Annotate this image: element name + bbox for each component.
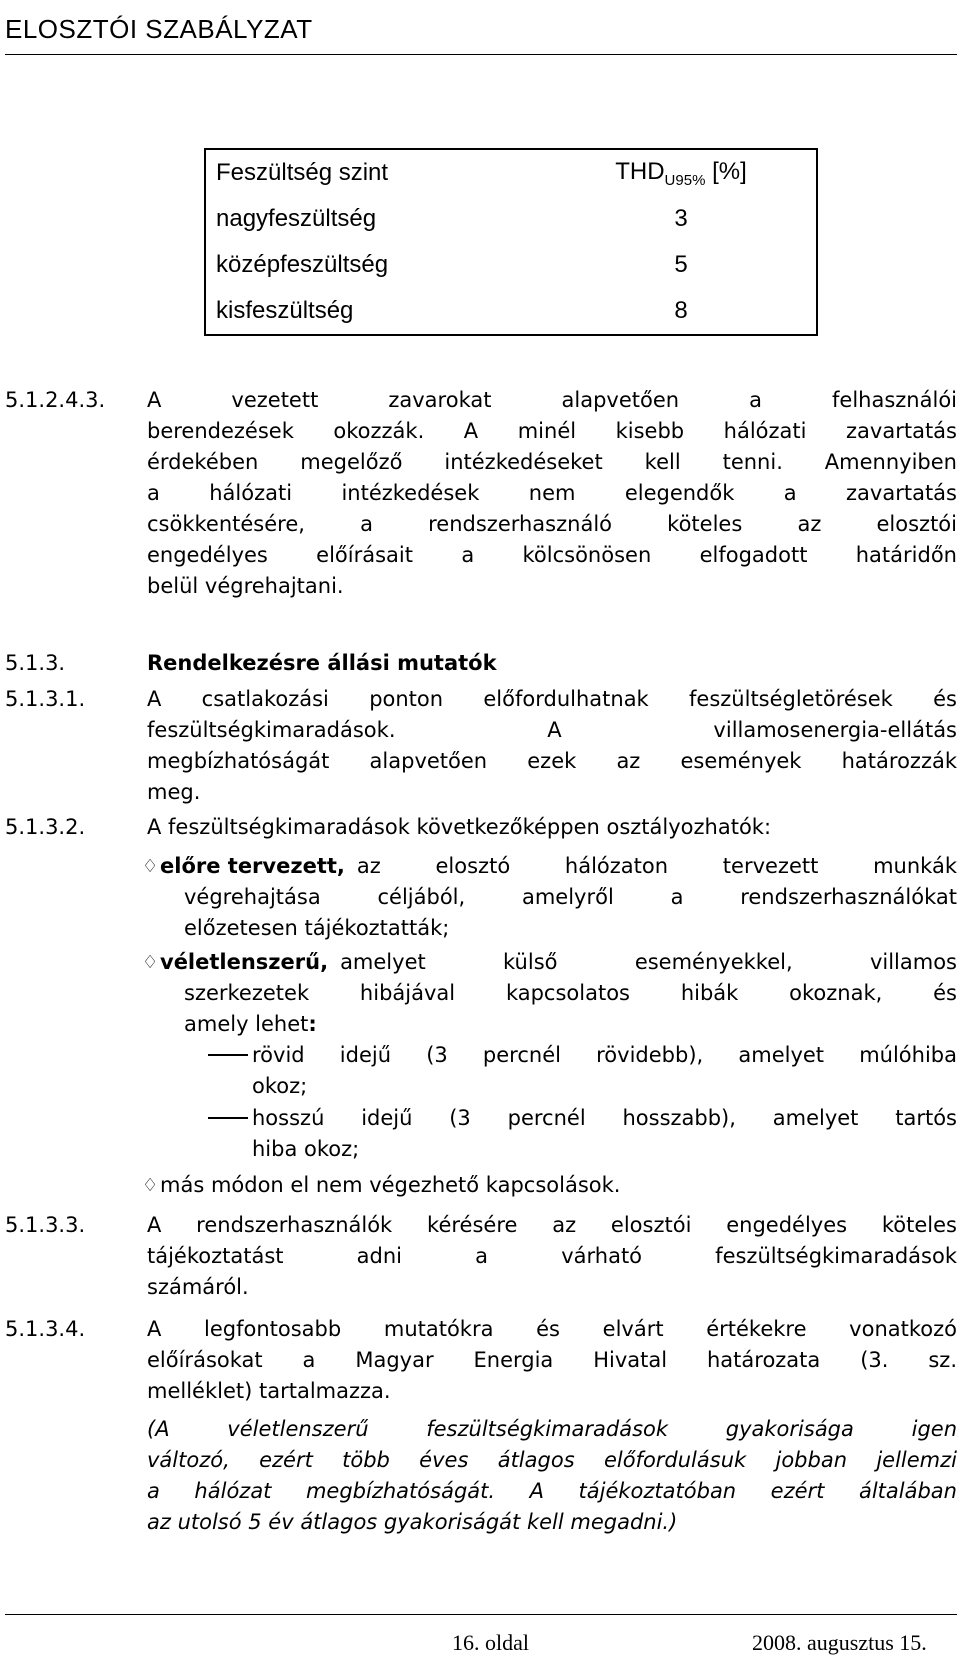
text-line: szerkezetek hibájával kapcsolatos hibák okoznak, és [184,981,957,1005]
section-heading-text: Rendelkezésre állási mutatók [147,651,497,675]
table-cell-level: középfeszültség [216,251,389,278]
table-row [205,196,817,242]
thd-subscript: U95% [664,171,706,189]
text-fragment: amely lehet [184,1012,309,1036]
text-line: meg. [147,780,201,804]
diamond-bullet-icon: ♢ [142,952,159,973]
section-text [147,684,957,808]
text-line: rövid idejű (3 percnél rövidebb), amelyet múlóhiba [252,1043,957,1067]
table-header-row [205,149,817,196]
bold-colon: : [308,1012,317,1036]
text-line: A vezetett zavarokat alapvetően a felhasználói [147,388,957,412]
section-text [147,1314,957,1407]
text-line: előírásokat a Magyar Energia Hivatal határozata (3. sz. [147,1348,957,1372]
text-line: (A véletlenszerű feszültségkimaradások gyakorisága igen [147,1417,957,1441]
diamond-bullet-icon: ♢ [142,856,159,877]
section-text [147,385,957,602]
text-line: érdekében megelőző intézkedéseket kell tenni. Amennyiben [147,450,957,474]
table-row [205,242,817,288]
section-number: 5.1.3. [5,651,66,675]
text-line: engedélyes előírásait a kölcsönösen elfogadott határidőn [147,543,957,567]
text-line: hosszú idejű (3 percnél hosszabb), amelyet tartós [252,1106,957,1130]
text-line: végrehajtása céljából, amelyről a rendszerhasználókat [184,885,957,909]
table-cell-level: nagyfeszültség [216,205,377,232]
bullet-text [160,947,957,978]
text-line: számáról. [147,1275,249,1299]
sub-item-text [252,1103,957,1165]
dash-bullet-icon [208,1054,248,1056]
text-line: hiba okoz; [252,1137,360,1161]
sub-item-text [252,1040,957,1102]
document-date: 2008. augusztus 15. [752,1630,927,1655]
section-number: 5.1.3.2. [5,815,86,839]
text-line: változó, ezért több éves átlagos előfordulásuk jobban jellemzi [147,1448,957,1472]
table-row [205,288,817,335]
section-number: 5.1.2.4.3. [5,388,106,412]
document-header-title: ELOSZTÓI SZABÁLYZAT [5,14,313,44]
bullet-line-rest: az elosztó hálózaton tervezett munkák [356,854,957,878]
text-line: az utolsó 5 év átlagos gyakoriságát kell megadni.) [147,1510,678,1534]
page-number: 16. oldal [452,1630,529,1655]
table-cell-value: 8 [674,297,688,324]
footer-divider [5,1614,957,1615]
header-divider [5,54,957,55]
thd-limits-table [204,148,818,336]
text-line [160,947,957,978]
text-line: A csatlakozási ponton előfordulhatnak feszültségletörések és [147,687,957,711]
text-line: csökkentésére, a rendszerhasználó köteles az elosztói [147,512,957,536]
thd-unit: [%] [712,157,747,185]
bullet-continuation [184,882,957,944]
text-line: A legfontosabb mutatókra és elvárt értékekre vonatkozó [147,1317,957,1341]
text-line: tájékoztatást adni a várható feszültségkimaradások [147,1244,957,1268]
text-line: előzetesen tájékoztatták; [184,916,450,940]
text-line: okoz; [252,1074,308,1098]
section-text [147,812,957,843]
section-number: 5.1.3.3. [5,1213,86,1237]
text-line: melléklet) tartalmazza. [147,1379,391,1403]
table-header-voltage-level: Feszültség szint [216,159,389,186]
text-line: feszültségkimaradások. A villamosenergia-ellátás [147,718,957,742]
diamond-bullet-icon: ♢ [142,1175,159,1196]
text-line [160,851,957,882]
bullet-text [160,851,957,882]
text-line: A rendszerhasználók kérésére az elosztói engedélyes köteles [147,1213,957,1237]
note-text [147,1414,957,1538]
bullet-continuation [184,978,957,1040]
dash-bullet-icon [208,1117,248,1119]
text-line: a hálózat megbízhatóságát. A tájékoztatóban ezért általában [147,1479,957,1503]
text-line: más módon el nem végezhető kapcsolások. [160,1173,621,1197]
text-line: megbízhatóságát alapvetően ezek az események határozzák [147,749,957,773]
section-heading [147,648,957,679]
bullet-term: előre tervezett, [160,854,345,878]
text-line: berendezések okozzák. A minél kisebb hálózati zavartatás [147,419,957,443]
text-line: belül végrehajtani. [147,574,344,598]
text-line: A feszültségkimaradások következőképpen osztályozhatók: [147,815,772,839]
bullet-text [160,1170,957,1201]
table-header-thd [546,149,817,196]
text-line [184,1009,957,1040]
section-number: 5.1.3.4. [5,1317,86,1341]
section-text [147,1210,957,1303]
table-cell-value: 5 [674,251,688,278]
bullet-term: véletlenszerű, [160,950,329,974]
section-number: 5.1.3.1. [5,687,86,711]
thd-label: THD [615,157,665,185]
bullet-line-rest: amelyet külső eseményekkel, villamos [340,950,957,974]
text-line: a hálózati intézkedések nem elegendők a zavartatás [147,481,957,505]
table-cell-value: 3 [674,205,688,232]
table-cell-level: kisfeszültség [216,297,354,324]
